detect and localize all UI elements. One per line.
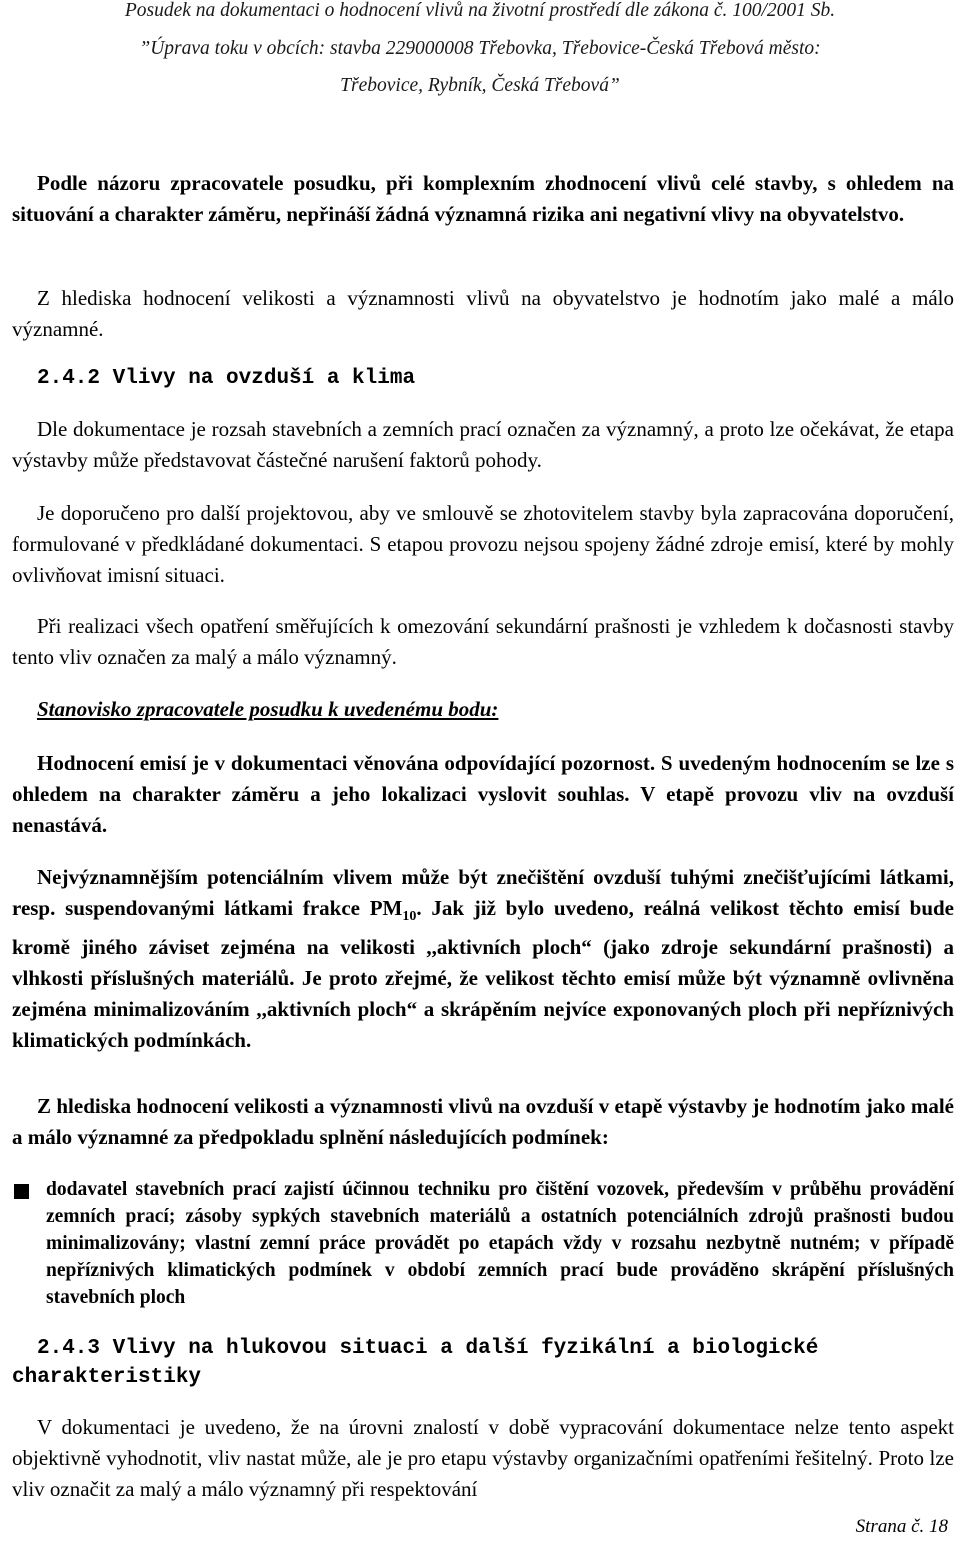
section-heading-2-4-2: 2.4.2 Vlivy na ovzduší a klima <box>37 367 416 390</box>
paragraph-construction-dust: Dle dokumentace je rozsah stavebních a zemních prací označen za významný, a proto lze očekávat, že etapa výstavby může představovat částečné narušení faktorů pohody. <box>12 417 954 472</box>
paragraph-emission-assessment: Hodnocení emisí je v dokumentaci věnována odpovídající pozornost. S uvedeným hodnocením se lze s ohledem na charakter záměru a jeho lokalizaci vyslovit souhlas. V etapě provozu vliv na ovzduší nenastává. <box>12 751 954 837</box>
paragraph-recommendation: Je doporučeno pro další projektovou, aby ve smlouvě se zhotovitelem stavby byla zapracována doporučení, formulované v předkládané dokumentaci. S etapou provozu nejsou spojeny žádné zdroje emisí, které by mohly ovlivňovat imisní situaci. <box>12 501 954 587</box>
list-item <box>12 1176 954 1311</box>
paragraph-noise: V dokumentaci je uvedeno, že na úrovni znalostí v době vypracování dokumentace nelze tento aspekt objektivně vyhodnotit, vliv nastat může, ale je pro etapu výstavby organizačními opatřeními řešitelný. Proto lze vliv označit za malý a málo významný při respektování <box>12 1415 954 1501</box>
header-title-line: Posudek na dokumentaci o hodnocení vlivů na životní prostředí dle zákona č. 100/2001 Sb. <box>124 0 836 21</box>
stanovisko-heading-text: Stanovisko zpracovatele posudku k uvedenému bodu: <box>37 697 499 721</box>
page-number: Strana č. 18 <box>855 1516 948 1537</box>
paragraph-population-assessment: Z hlediska hodnocení velikosti a významnosti vlivů na obyvatelstvo je hodnotím jako malé a málo významné. <box>12 286 954 341</box>
section-heading-2-4-3: 2.4.3 Vlivy na hlukovou situaci a další fyzikální a biologické charakteristiky <box>12 1337 819 1389</box>
paragraph-measures: Při realizaci všech opatření směřujících k omezování sekundární prašnosti je vzhledem k dočasnosti stavby tento vliv označen za malý a málo významný. <box>12 614 954 669</box>
stanovisko-heading <box>12 694 954 725</box>
pm-text-a: Nejvýznamnějším potenciálním vlivem může být znečištění ovzduší tuhými znečišťujícími látkami, resp. suspendovanými látkami frakce PM <box>12 865 954 920</box>
pm-text-b: . Jak již bylo uvedeno, reálná velikost těchto emisí bude kromě jiného záviset zejména na velikosti ,,aktivních ploch“ (jako zdroje sekundární prašnosti) a vlhkosti příslušných materiálů. Je proto zřejmé, že velikost těchto emisí může být významně ovlivněna zejména minimalizováním ,,aktivních ploch“ a skrápěním nejvíce exponovaných ploch při nepříznivých klimatických podmínkách. <box>12 896 955 1053</box>
paragraph-air-assessment: Z hlediska hodnocení velikosti a významnosti vlivů na ovzduší v etapě výstavby je hodnotím jako malé a málo významné za předpokladu splnění následujících podmínek: <box>12 1094 954 1149</box>
header-location-line: Třebovice, Rybník, Česká Třebová” <box>340 75 620 96</box>
pm-subscript: 10 <box>402 909 417 925</box>
header-project-line: ”Úprava toku v obcích: stavba 229000008 Třebovka, Třebovice-Česká Třebová město: <box>139 38 821 59</box>
square-bullet-icon <box>14 1184 29 1199</box>
condition-bullet-text: dodavatel stavebních prací zajistí účinnou techniku pro čištění vozovek, především v průběhu provádění zemních prací; zásoby sypkých stavebních materiálů a ostatních potenciálních zdrojů prašnosti budou minimalizovány; vlastní zemní práce provádět po etapách vždy v rozsahu nezbytně nutném; v případě nepříznivých klimatických podmínek v období zemních prací bude prováděno skrápění příslušných stavebních ploch <box>46 1179 954 1308</box>
paragraph-conclusion-population: Podle názoru zpracovatele posudku, při komplexním zhodnocení vlivů celé stavby, s ohledem na situování a charakter záměru, nepřináší žádná významná rizika ani negativní vlivy na obyvatelstvo. <box>12 171 954 226</box>
paragraph-particulate-matter <box>12 862 954 1056</box>
